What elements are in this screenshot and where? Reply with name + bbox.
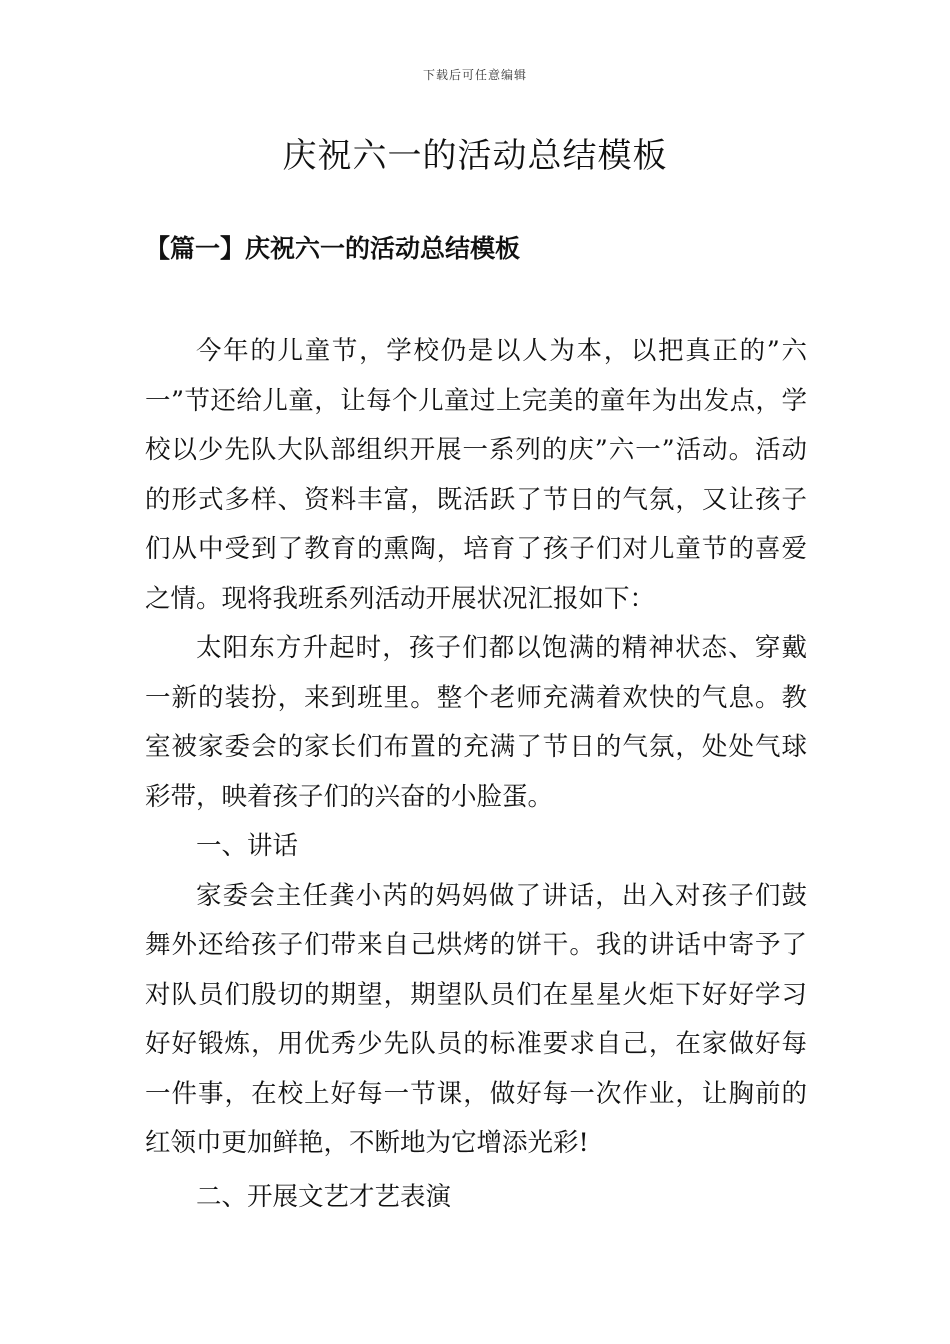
header-note: 下载后可任意编辑 bbox=[422, 68, 527, 82]
document-title: 庆祝六一的活动总结模板 bbox=[282, 136, 668, 176]
section-heading: 【篇一】庆祝六一的活动总结模板 bbox=[145, 234, 521, 263]
paragraph-intro: 今年的儿童节，学校仍是以人为本，以把真正的”六一”节还给儿童，让每个儿童过上完美的童年为出发点，学校以少先队大队部组织开展一系列的庆”六一”活动。活动的形式多样、资料丰富，既活跃了节日的气氛，又让孩子们从中受到了教育的熏陶，培育了孩子们对儿童节的喜爱之情。现将我班系列活动开展状况汇报如下： bbox=[145, 336, 807, 614]
subheading-speech: 一、讲话 bbox=[196, 831, 299, 861]
subheading-performance: 二、开展文艺才艺表演 bbox=[196, 1181, 452, 1212]
paragraph-morning: 太阳东方升起时，孩子们都以饱满的精神状态、穿戴一新的装扮，来到班里。整个老师充满着欢快的气息。教室被家委会的家长们布置的充满了节日的气氛，处处气球彩带，映着孩子们的兴奋的小脸蛋。 bbox=[145, 633, 807, 812]
paragraph-speech: 家委会主任龚小芮的妈妈做了讲话，出入对孩子们鼓舞外还给孩子们带来自己烘烤的饼干。我的讲话中寄予了对队员们殷切的期望，期望队员们在星星火炬下好好学习好好锻炼，用优秀少先队员的标准要求自己，在家做好每一件事，在校上好每一节课，做好每一次作业，让胸前的红领巾更加鲜艳，不断地为它增添光彩! bbox=[145, 880, 807, 1158]
document-body bbox=[145, 327, 807, 1222]
